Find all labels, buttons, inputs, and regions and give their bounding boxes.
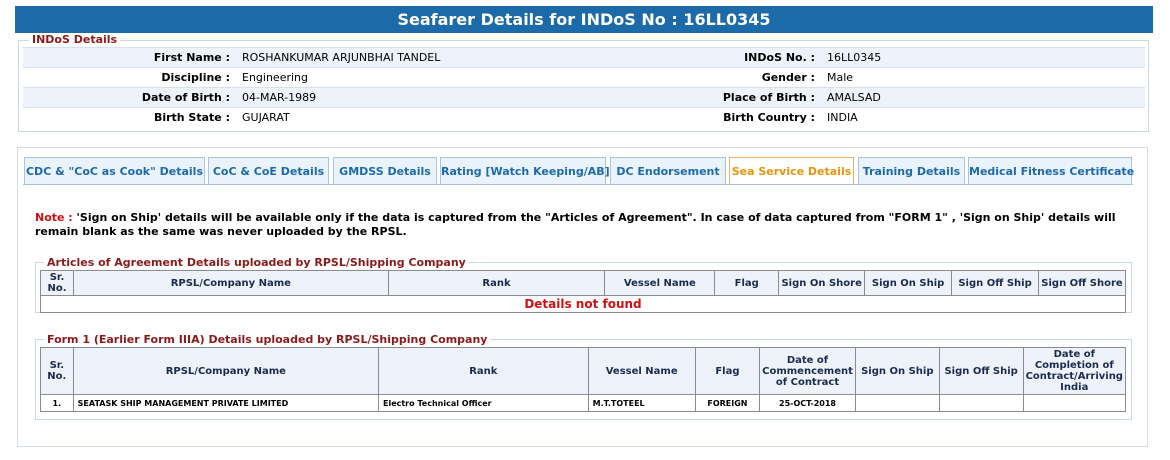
form1-table (40, 347, 1126, 412)
col-sign-off-ship: Sign Off Ship (939, 348, 1023, 395)
place-of-birth-value: AMALSAD (821, 88, 1145, 108)
birth-state-label: Birth State : (153, 111, 230, 125)
cell-rank: Electro Technical Officer (378, 395, 588, 412)
table-header-row (41, 348, 1126, 395)
col-sign-on-ship: Sign On Ship (865, 271, 952, 296)
tab-gmdss[interactable]: GMDSS Details (333, 157, 437, 185)
cell-vessel-name: M.T.TOTEEL (588, 395, 695, 412)
col-sr-no: Sr. No. (41, 348, 74, 395)
sea-service-note (35, 211, 1135, 239)
col-flag: Flag (695, 348, 759, 395)
indos-no-label: INDoS No. : (590, 48, 821, 68)
col-completion-date: Date of Completion of Contract/Arriving India (1023, 348, 1125, 395)
tab-coc-coe[interactable]: CoC & CoE Details (208, 157, 329, 185)
details-not-found: Details not found (41, 296, 1126, 313)
gender-label: Gender : (761, 71, 815, 84)
details-row (23, 108, 1145, 128)
col-sr-no: Sr. No. (41, 271, 74, 296)
birth-state-value: GUJARAT (242, 111, 290, 125)
indos-details-table (23, 47, 1145, 128)
first-name-label: First Name : (23, 48, 236, 68)
tab-cdc-coc-cook[interactable]: CDC & "CoC as Cook" Details (24, 157, 205, 185)
details-row (23, 68, 1145, 88)
col-commencement-date: Date of Commencement of Contract (760, 348, 856, 395)
dob-value: 04-MAR-1989 (236, 88, 590, 108)
cell-company-name: SEATASK SHIP MANAGEMENT PRIVATE LIMITED (73, 395, 378, 412)
details-row (23, 88, 1145, 108)
cell-flag: FOREIGN (695, 395, 759, 412)
indos-details-legend: INDoS Details (29, 33, 120, 46)
col-sign-on-ship: Sign On Ship (855, 348, 939, 395)
gender-value: Male (827, 71, 854, 84)
first-name-value: ROSHANKUMAR ARJUNBHAI TANDEL (236, 48, 590, 68)
cell-completion-date (1023, 395, 1125, 412)
cell-sign-off-ship (939, 395, 1023, 412)
indos-no-value: 16LL0345 (821, 48, 1145, 68)
col-rank: Rank (388, 271, 605, 296)
note-text: 'Sign on Ship' details will be available only if the data is captured from the "Articles of Agreement". In case of data captured from "FORM 1" , 'Sign on Ship' details will remain blank as the same was never uploaded by the RPSL. (35, 211, 1116, 238)
col-vessel-name: Vessel Name (605, 271, 715, 296)
tab-sea-service[interactable]: Sea Service Details (729, 157, 854, 185)
articles-legend: Articles of Agreement Details uploaded by RPSL/Shipping Company (44, 256, 469, 269)
dob-label: Date of Birth : (23, 88, 236, 108)
tab-rating-watch-keeping[interactable]: Rating [Watch Keeping/AB] (440, 157, 606, 185)
place-of-birth-label: Place of Birth : (590, 88, 821, 108)
table-row (41, 395, 1126, 412)
details-row (23, 48, 1145, 68)
cell-commencement-date: 25-OCT-2018 (760, 395, 856, 412)
tab-medical-fitness[interactable]: Medical Fitness Certificate (968, 157, 1132, 185)
tab-divider (23, 184, 1133, 185)
tab-dc-endorsement[interactable]: DC Endorsement (610, 157, 726, 185)
page-title: Seafarer Details for INDoS No : 16LL0345 (15, 6, 1153, 33)
discipline-label: Discipline : (161, 71, 230, 84)
table-row (41, 296, 1126, 313)
cell-sr-no: 1. (41, 395, 74, 412)
col-sign-on-shore: Sign On Shore (779, 271, 865, 296)
col-company-name: RPSL/Company Name (73, 271, 388, 296)
birth-country-value: INDIA (827, 111, 858, 125)
form1-legend: Form 1 (Earlier Form IIIA) Details uploaded by RPSL/Shipping Company (44, 333, 490, 346)
col-vessel-name: Vessel Name (588, 348, 695, 395)
col-flag: Flag (715, 271, 779, 296)
col-company-name: RPSL/Company Name (73, 348, 378, 395)
discipline-value: Engineering (242, 71, 308, 84)
note-label: Note : (35, 211, 73, 224)
col-rank: Rank (378, 348, 588, 395)
cell-sign-on-ship (855, 395, 939, 412)
tab-training[interactable]: Training Details (858, 157, 965, 185)
col-sign-off-ship: Sign Off Ship (952, 271, 1039, 296)
birth-country-label: Birth Country : (723, 111, 815, 125)
articles-table (40, 270, 1126, 313)
table-header-row (41, 271, 1126, 296)
col-sign-off-shore: Sign Off Shore (1039, 271, 1126, 296)
